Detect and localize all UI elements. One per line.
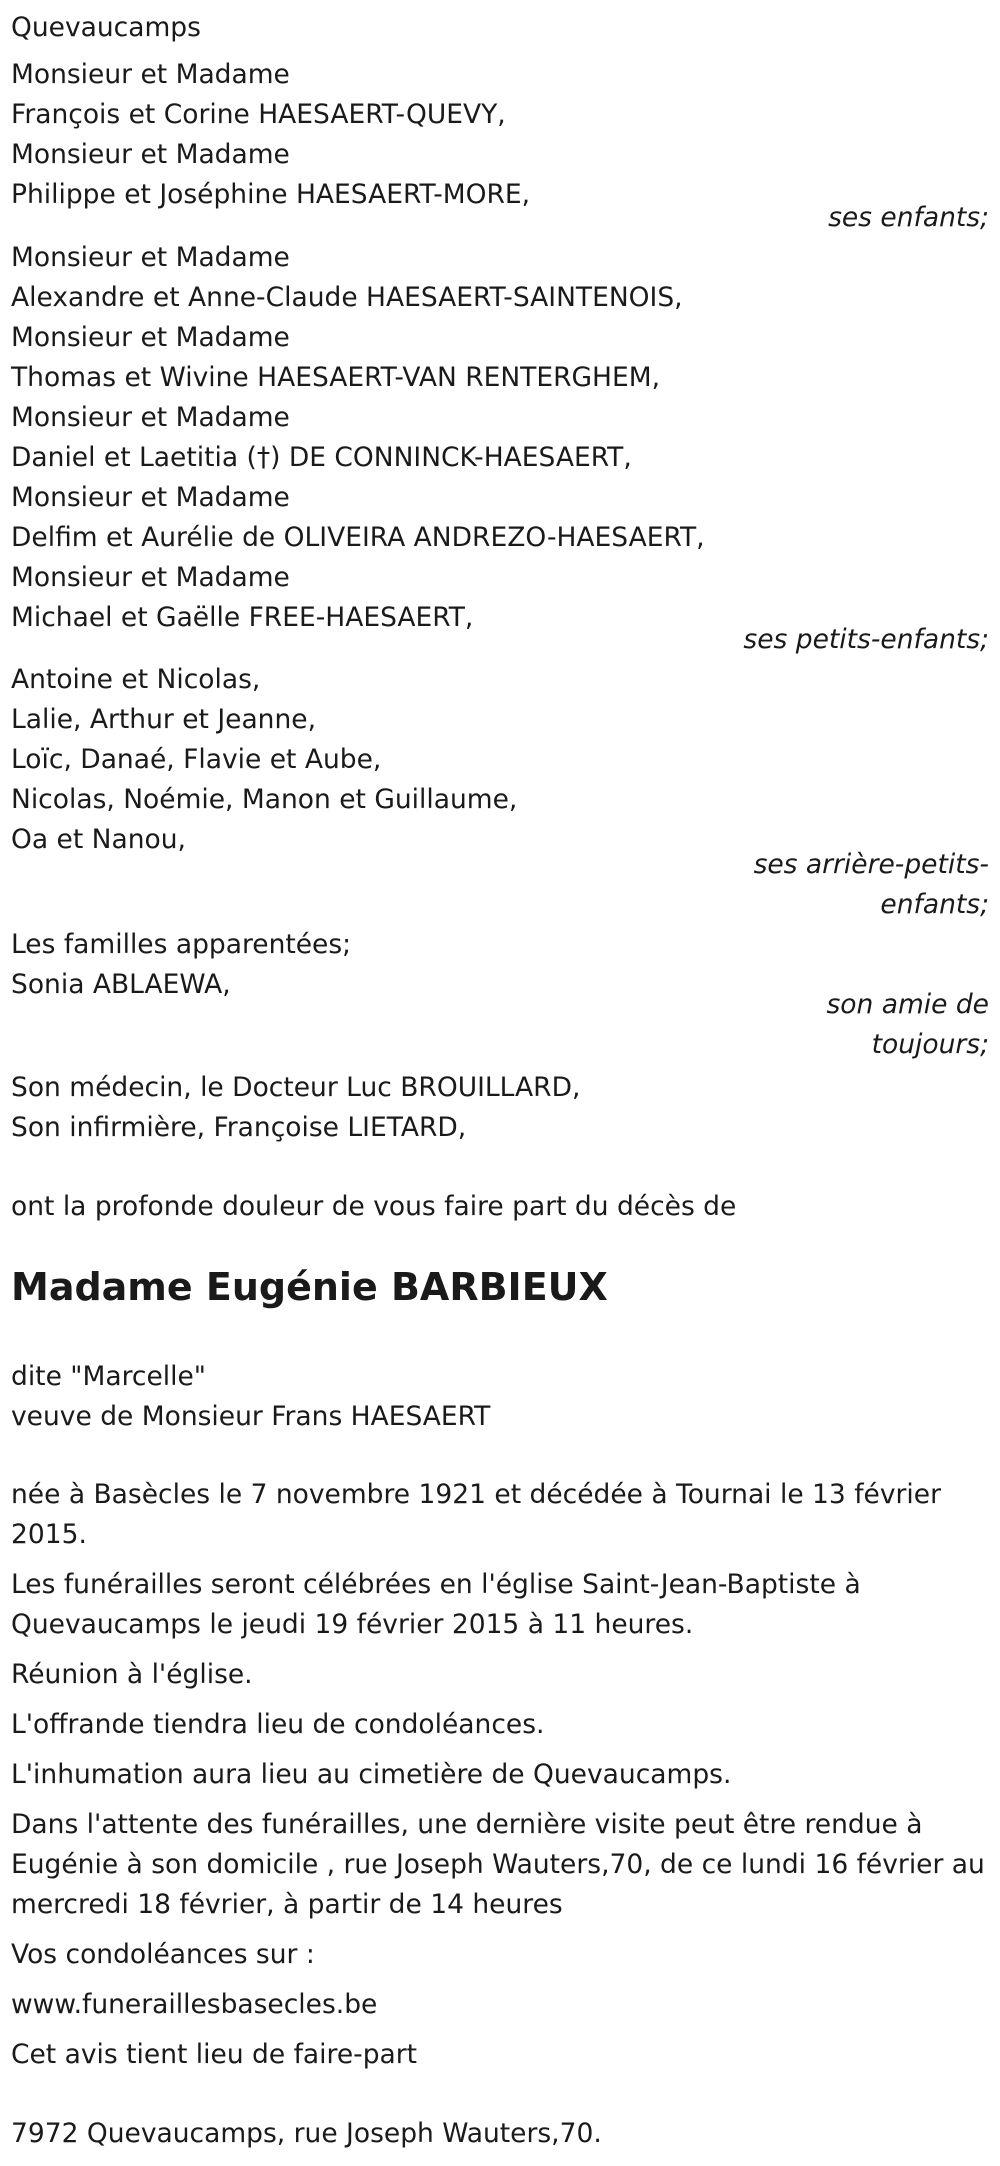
list-item: veuve de Monsieur Frans HAESAERT [11, 1401, 491, 1432]
visit-paragraph: Dans l'attente des funérailles, une dernière visite peut être rendue à Eugénie à son domicile , rue Joseph Wauters,70, de ce lundi 16 février au mercredi 18 février, à partir de 14 heures [11, 1809, 985, 1920]
address-line: 7972 Quevaucamps, rue Joseph Wauters,70. [11, 2118, 602, 2149]
list-item: Michael et Gaëlle FREE-HAESAERT, [11, 602, 474, 633]
great-grandchildren-role-line-2: enfants; [880, 889, 989, 920]
list-item: Monsieur et Madame [11, 139, 290, 170]
friend-role-line-1: son amie de [826, 989, 989, 1020]
friend-role-wrap [11, 985, 1000, 1065]
list-item: Sonia ABLAEWA, [11, 969, 231, 1000]
list-item: Monsieur et Madame [11, 402, 290, 433]
great-grandchildren-role-line-1: ses arrière-petits- [753, 849, 989, 880]
list-item: Oa et Nanou, [11, 824, 186, 855]
list-item: Nicolas, Noémie, Manon et Guillaume, [11, 784, 518, 815]
condolences-paragraph: Vos condoléances sur : [11, 1939, 315, 1970]
caregivers-list [11, 1068, 580, 1148]
list-item: Les familles apparentées; [11, 929, 352, 960]
list-item: Monsieur et Madame [11, 562, 290, 593]
children-role: ses enfants; [828, 202, 989, 233]
list-item: Monsieur et Madame [11, 242, 290, 273]
great-grandchildren-list [11, 660, 517, 860]
announcement-text: ont la profonde douleur de vous faire part du décès de [11, 1191, 737, 1222]
grandchildren-role: ses petits-enfants; [743, 624, 989, 655]
children-role-wrap [11, 198, 1000, 238]
offering-paragraph: L'offrande tiendra lieu de condoléances. [11, 1709, 545, 1740]
faire-part-paragraph: Cet avis tient lieu de faire-part [11, 2039, 418, 2070]
list-item: François et Corine HAESAERT-QUEVY, [11, 99, 506, 130]
grandchildren-list [11, 238, 705, 638]
website-link[interactable]: www.funeraillesbasecles.be [11, 1989, 378, 2020]
list-item: Monsieur et Madame [11, 59, 290, 90]
list-item: Thomas et Wivine HAESAERT-VAN RENTERGHEM, [11, 362, 661, 393]
list-item: Daniel et Laetitia (†) DE CONNINCK-HAESAERT, [11, 442, 632, 473]
list-item: Antoine et Nicolas, [11, 664, 261, 695]
deceased-name: Madame Eugénie BARBIEUX [11, 1265, 608, 1309]
list-item: Son médecin, le Docteur Luc BROUILLARD, [11, 1072, 581, 1103]
list-item: Monsieur et Madame [11, 482, 290, 513]
list-item: Son infirmière, Françoise LIETARD, [11, 1112, 467, 1143]
list-item: Delfim et Aurélie de OLIVEIRA ANDREZO-HAESAERT, [11, 522, 705, 553]
meeting-paragraph: Réunion à l'église. [11, 1659, 253, 1690]
funeral-info [11, 1475, 991, 2085]
funeral-paragraph: Les funérailles seront célébrées en l'église Saint-Jean-Baptiste à Quevaucamps le jeudi 19 février 2015 à 11 heures. [11, 1569, 861, 1640]
list-item: Monsieur et Madame [11, 322, 290, 353]
list-item: Philippe et Joséphine HAESAERT-MORE, [11, 179, 531, 210]
friend-role-line-2: toujours; [871, 1029, 989, 1060]
burial-paragraph: L'inhumation aura lieu au cimetière de Quevaucamps. [11, 1759, 732, 1790]
children-list [11, 55, 530, 215]
grandchildren-role-wrap [11, 620, 1000, 660]
great-grandchildren-role-wrap [11, 845, 1000, 925]
list-item: Lalie, Arthur et Jeanne, [11, 704, 316, 735]
town-heading: Quevaucamps [11, 12, 201, 43]
list-item: Loïc, Danaé, Flavie et Aube, [11, 744, 382, 775]
list-item: Alexandre et Anne-Claude HAESAERT-SAINTENOIS, [11, 282, 683, 313]
list-item: dite "Marcelle" [11, 1361, 206, 1392]
deceased-details [11, 1357, 490, 1437]
birth-death-paragraph: née à Basècles le 7 novembre 1921 et décédée à Tournai le 13 février 2015. [11, 1479, 941, 1550]
